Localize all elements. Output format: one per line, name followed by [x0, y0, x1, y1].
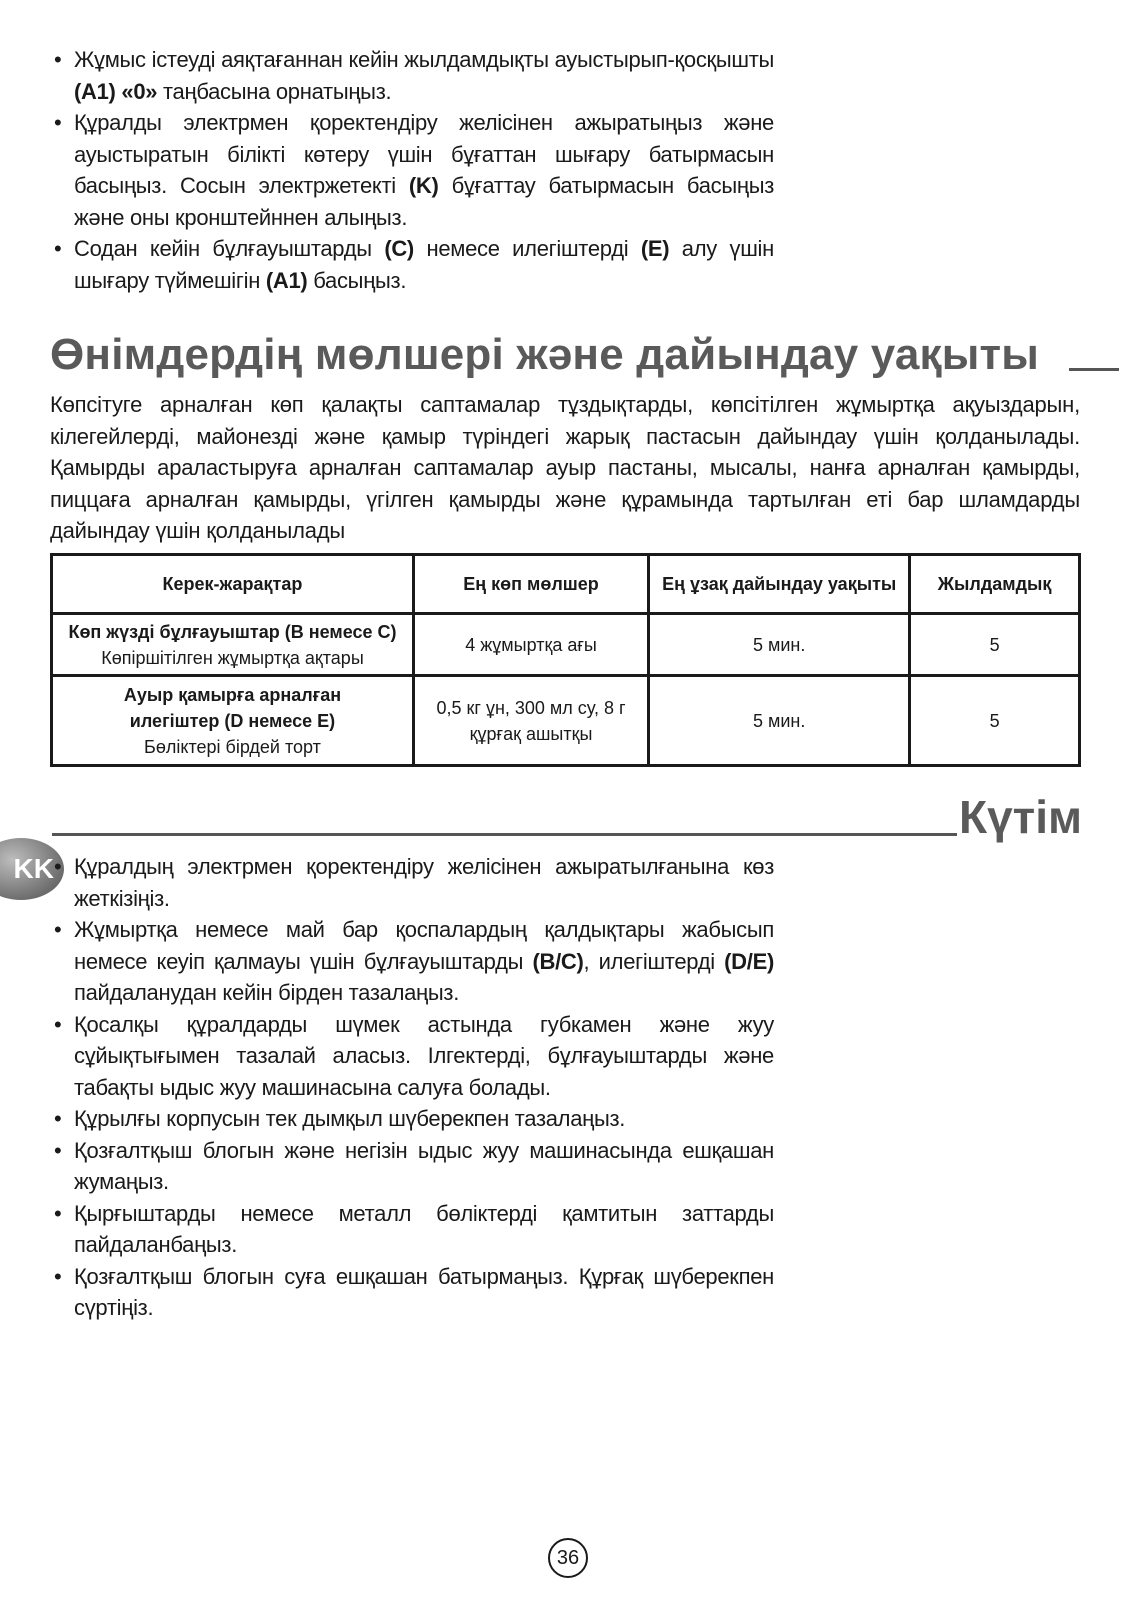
reference-label: (E): [640, 236, 670, 261]
bullet-icon: •: [54, 1200, 62, 1226]
speed-cell: 5: [910, 614, 1080, 676]
heading-rule: [1069, 368, 1119, 371]
speed-cell: 5: [910, 676, 1080, 766]
care-list: [52, 851, 774, 1324]
quantities-table: [50, 553, 1081, 767]
bullet-icon: •: [54, 1011, 62, 1037]
table-row: [52, 614, 1080, 676]
reference-label: (A1): [265, 267, 308, 293]
accessory-use: Бөліктері бірдей торт: [144, 736, 321, 757]
reference-label: (K): [408, 173, 439, 198]
section-title: Күтім: [959, 791, 1082, 843]
list-item-text: Құралды электрмен қоректендіру желісінен ажыратыңыз және ауыстыратын білікті көтеру үшін бұғаттан шығару батырмасын басыңыз. Сосын электржетекті: [74, 110, 774, 198]
bullet-icon: •: [54, 110, 62, 135]
header-max-time: Ең ұзақ дайындау уақыты: [649, 555, 910, 614]
header-max-quantity: Ең көп мөлшер: [413, 555, 648, 614]
list-item-text: пайдаланудан кейін бірден тазалаңыз.: [74, 980, 460, 1005]
accessory-use: Көпіршітілген жұмыртқа ақтары: [101, 647, 364, 668]
list-item-text: Жұмыс істеуді аяқтағаннан кейін жылдамдықты ауыстырып-қосқышты: [74, 47, 774, 72]
quantity-cell: 0,5 кг ұн, 300 мл су, 8 г құрғақ ашытқы: [413, 676, 648, 766]
list-item-text: таңбасына орнатыңыз.: [157, 78, 392, 104]
accessory-name: Көп жүзді бұлғауыштар (B немесе C): [68, 621, 397, 642]
time-cell: 5 мин.: [649, 614, 910, 676]
language-badge: KK: [0, 838, 64, 900]
table-row: [52, 676, 1080, 766]
bullet-icon: •: [54, 854, 62, 879]
bullet-icon: •: [54, 236, 62, 261]
accessory-name: Ауыр қамырға арналған илегіштер (D немесе E): [123, 684, 342, 731]
header-speed: Жылдамдық: [910, 555, 1080, 614]
reference-label: (C): [384, 236, 414, 261]
list-item: [52, 44, 774, 107]
list-item: [52, 233, 774, 296]
list-item-text: Қозғалтқыш блогын суға ешқашан батырмаңыз. Құрғақ шүберекпен сүртіңіз.: [74, 1263, 774, 1320]
list-item-text: немесе илегіштерді: [413, 236, 641, 261]
list-item: [52, 107, 774, 233]
list-item-text: Жұмыртқа немесе май бар қоспалардың қалдықтары жабысып немесе кеуіп қалмауы үшін бұлғауыштарды: [74, 917, 774, 974]
quantity-cell: 4 жұмыртқа ағы: [413, 614, 648, 676]
reference-label: (A1) «0»: [74, 78, 158, 104]
header-accessories: Керек-жарақтар: [52, 555, 414, 614]
bullet-icon: •: [54, 1106, 62, 1131]
section-heading-quantities: [50, 330, 1080, 380]
list-item-text: алу үшін шығару түймешігін: [74, 236, 774, 293]
list-item-text: , илегіштерді: [583, 948, 725, 974]
section-intro: Көпсітуге арналған көп қалақты саптамалар тұздықтарды, көпсітілген жұмыртқа ақуыздарын, кілегейлерді, майонезді және қамыр түріндегі жарық пастасын дайындау үшін қолданылады. Қамырды араластыруға арналған саптамалар ауыр пастаны, мысалы, нанға арналған қамырды, пиццаға арналған қамырды, үгілген қамырды және құрамында тартылған еті бар шламдарды дайындау үшін қолданылады: [50, 392, 1080, 543]
list-item-text: басыңыз.: [307, 267, 407, 293]
list-item-text: Қырғыштарды немесе металл бөліктерді қамтитын заттарды пайдаланбаңыз.: [74, 1200, 774, 1257]
list-item: [52, 1261, 774, 1324]
heading-rule: [52, 833, 957, 836]
list-item-text: Қозғалтқыш блогын және негізін ыдыс жуу машинасында ешқашан жумаңыз.: [74, 1137, 774, 1194]
bullet-icon: •: [54, 1263, 62, 1289]
list-item: [52, 1009, 774, 1104]
instruction-list: [52, 44, 774, 296]
reference-label: (B/C): [532, 948, 584, 974]
bullet-icon: •: [54, 47, 62, 72]
list-item-text: Қосалқы құралдарды шүмек астында губкамен және жуу сұйықтығымен тазалай аласыз. Ілгектерді, бұлғауыштарды және табақты ыдыс жуу машинасына салуға болады.: [74, 1011, 774, 1100]
page-number: 36: [548, 1538, 588, 1578]
section-heading-care: [52, 790, 1082, 850]
accessory-cell: [52, 676, 414, 766]
list-item: [52, 914, 774, 1009]
list-item-text: Құралдың электрмен қоректендіру желісінен ажыратылғанына көз жеткізіңіз.: [74, 854, 774, 911]
time-cell: 5 мин.: [649, 676, 910, 766]
reference-label: (D/E): [724, 948, 774, 974]
section-title: Өнімдердің мөлшері және дайындау уақыты: [50, 330, 1040, 379]
accessory-cell: [52, 614, 414, 676]
list-item: [52, 851, 774, 914]
list-item-text: бұғаттау батырмасын басыңыз және оны кронштейннен алыңыз.: [74, 173, 774, 230]
bullet-icon: •: [54, 917, 62, 942]
list-item-text: Содан кейін бұлғауыштарды: [74, 236, 385, 261]
bullet-icon: •: [54, 1137, 62, 1163]
list-item: [52, 1198, 774, 1261]
list-item-text: Құрылғы корпусын тек дымқыл шүберекпен тазалаңыз.: [74, 1106, 626, 1131]
list-item: [52, 1135, 774, 1198]
list-item: [52, 1103, 774, 1135]
table-header-row: [52, 555, 1080, 614]
